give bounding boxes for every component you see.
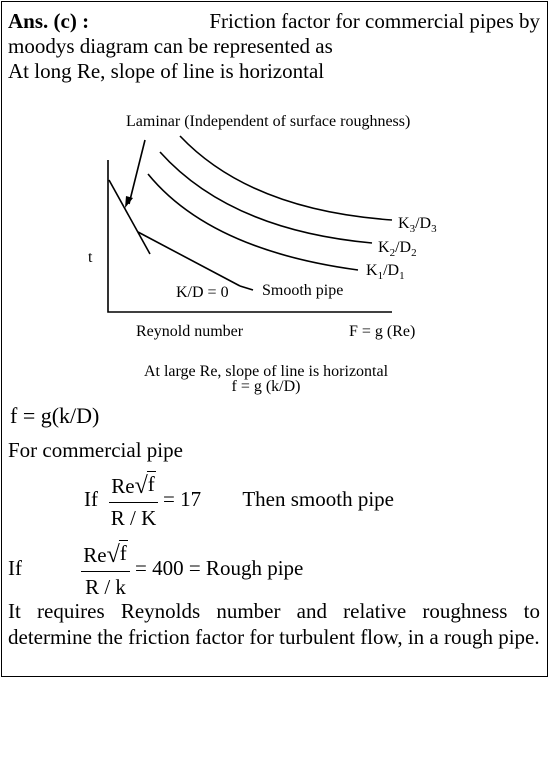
eq1-value: = 17 <box>163 486 202 511</box>
kd0-pointer <box>240 286 253 290</box>
laminar-label: Laminar (Independent of surface roughness) <box>126 113 411 130</box>
sqrt-icon: √ f <box>106 541 127 568</box>
k3-label: $K_3/D_3$ <box>398 215 437 235</box>
laminar-pointer <box>129 140 145 204</box>
eq1-numerator: Re √ f <box>109 471 158 503</box>
smooth-pipe-curve <box>138 232 240 286</box>
smooth-pipe-label: Smooth pipe <box>262 282 344 299</box>
laminar-line <box>109 180 150 254</box>
laminar-arrowhead-icon <box>125 196 133 208</box>
k3-curve <box>180 136 392 220</box>
answer-label: Ans. (c) : <box>8 9 90 33</box>
answer-header-line <box>8 9 540 33</box>
equation-smooth <box>84 471 394 531</box>
conclusion-paragraph: It requires Reynolds number and relative roughness to determine the friction factor for turbulent flow, in a rough pipe. <box>8 599 540 649</box>
eq1-fraction <box>109 471 158 531</box>
k2-curve <box>160 152 372 243</box>
x-axis-label: Reynold number <box>136 323 244 340</box>
eq1-if: If <box>84 486 98 511</box>
diagram-caption2: f = g (k/D) <box>231 378 301 395</box>
commercial-pipe-heading: For commercial pipe <box>8 438 183 462</box>
k3-text: K <box>398 215 410 232</box>
answer-intro-line3: At long Re, slope of line is horizontal <box>8 59 325 83</box>
sqrt-icon: √ f <box>134 472 155 499</box>
y-axis-label: t <box>88 249 93 266</box>
eq2-value: = 400 = Rough pipe <box>135 555 304 580</box>
main-equation: f = g(k/D) <box>10 403 100 428</box>
k1-label: $K_1/D_1$ <box>366 262 405 282</box>
answer-intro-line2: moodys diagram can be represented as <box>8 34 333 58</box>
eq1-then: Then smooth pipe <box>242 486 394 511</box>
eq1-denominator: R / K <box>110 506 157 530</box>
k2-label: $K_2/D_2$ <box>378 239 417 259</box>
answer-intro-text: Friction factor for commercial pipes by <box>209 9 540 33</box>
moody-diagram <box>0 100 559 400</box>
eq2-denominator: R / k <box>85 575 126 599</box>
eq2-fraction <box>81 540 130 600</box>
diagram-caption1: At large Re, slope of line is horizontal <box>143 363 389 380</box>
function-label: F = g (Re) <box>349 323 416 340</box>
eq2-numerator: Re √ f <box>81 540 130 572</box>
kd0-label: K/D = 0 <box>176 284 229 301</box>
eq2-if: If <box>8 555 22 580</box>
equation-rough <box>8 540 303 600</box>
